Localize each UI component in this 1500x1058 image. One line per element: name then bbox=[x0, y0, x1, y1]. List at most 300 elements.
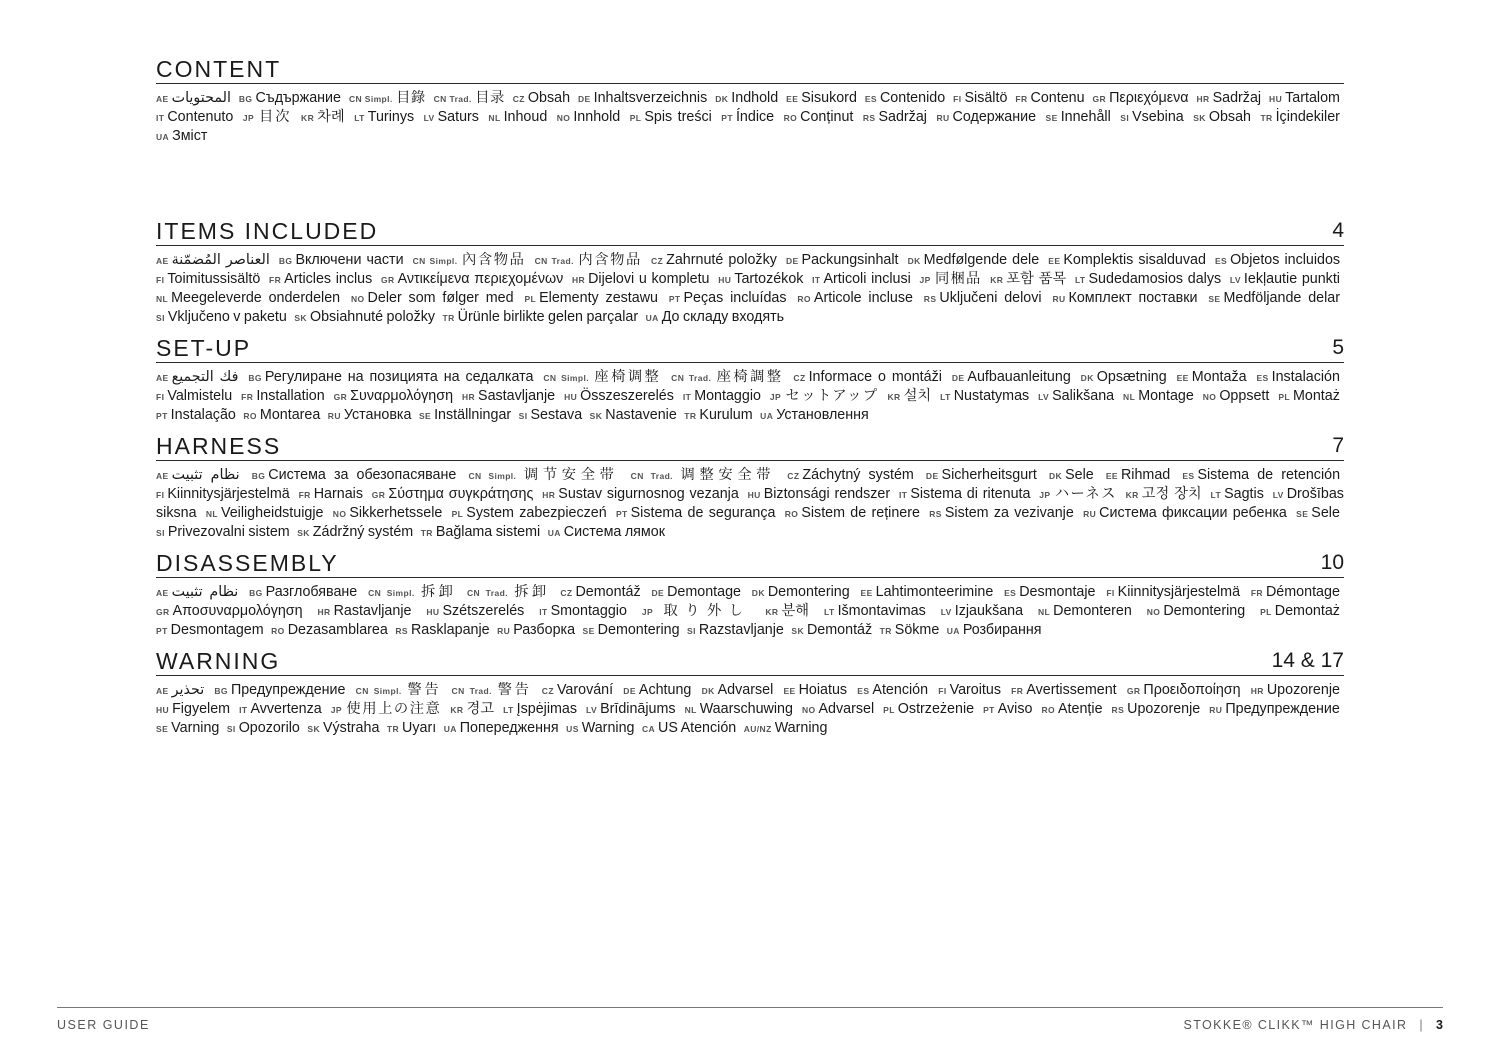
translated-title: Sele bbox=[1065, 467, 1094, 483]
language-code: HR bbox=[461, 392, 476, 402]
translation-item bbox=[669, 290, 787, 306]
language-code: PL bbox=[1278, 392, 1290, 402]
translation-item bbox=[249, 584, 357, 600]
language-code: PT bbox=[156, 626, 168, 636]
language-code: EE bbox=[786, 94, 799, 104]
translated-title: Innehåll bbox=[1060, 109, 1111, 125]
translated-title: Sustav sigurnosnog vezanja bbox=[558, 486, 739, 502]
translation-item bbox=[239, 90, 341, 106]
translation-item bbox=[1215, 252, 1340, 268]
translated-title: Установка bbox=[343, 407, 412, 423]
translated-title: Desmontagem bbox=[170, 622, 264, 638]
translated-title: Aviso bbox=[997, 701, 1033, 717]
language-code: HR bbox=[317, 607, 331, 617]
translation-item bbox=[793, 369, 942, 385]
translations-list bbox=[156, 368, 1344, 425]
translation-item bbox=[243, 407, 320, 423]
translated-title: Innhold bbox=[573, 109, 621, 125]
language-code: LV bbox=[1038, 392, 1050, 402]
language-code: RO bbox=[243, 411, 257, 421]
language-code: HU bbox=[564, 392, 578, 402]
language-code: CN Simpl. bbox=[412, 256, 458, 266]
translated-title: Összeszerelés bbox=[580, 388, 674, 404]
section-title: CONTENT bbox=[156, 56, 282, 82]
translated-title: Brīdinājums bbox=[600, 701, 676, 717]
language-code: DE bbox=[925, 471, 939, 481]
translated-title: Demontage bbox=[667, 584, 741, 600]
translation-item bbox=[156, 407, 236, 423]
translated-title: Articles inclus bbox=[284, 271, 373, 287]
section-title: SET-UP bbox=[156, 335, 252, 361]
language-code: FI bbox=[156, 275, 165, 285]
translation-item bbox=[1011, 682, 1116, 698]
translation-item bbox=[631, 467, 776, 483]
translation-item bbox=[1083, 505, 1287, 521]
translated-title: 调整安全带 bbox=[675, 467, 776, 483]
language-code: LT bbox=[1074, 275, 1086, 285]
translation-item bbox=[748, 486, 891, 502]
language-code: SK bbox=[1193, 113, 1206, 123]
translated-title: Sisältö bbox=[964, 90, 1008, 106]
translation-item bbox=[356, 682, 442, 698]
translated-title: Uyarı bbox=[402, 720, 437, 736]
language-code: NO bbox=[1202, 392, 1217, 402]
translated-title: Demonteren bbox=[1053, 603, 1132, 619]
translation-item bbox=[1147, 603, 1245, 619]
language-code: IT bbox=[812, 275, 821, 285]
language-code: JP bbox=[330, 705, 342, 715]
language-code: TR bbox=[420, 528, 433, 538]
translated-title: Rihmad bbox=[1120, 467, 1171, 483]
language-code: SE bbox=[582, 626, 595, 636]
translation-item bbox=[784, 109, 854, 125]
language-code: UA bbox=[443, 724, 457, 734]
translated-title: Bağlama sistemi bbox=[435, 524, 541, 540]
translated-title: Rastavljanje bbox=[333, 603, 412, 619]
language-code: HU bbox=[747, 490, 761, 500]
translated-title: Предупреждение bbox=[230, 682, 346, 698]
translation-item bbox=[214, 682, 345, 698]
language-code: HU bbox=[718, 275, 732, 285]
translated-title: 取り外し bbox=[656, 603, 751, 619]
language-code: PL bbox=[524, 294, 537, 304]
translation-item bbox=[1039, 486, 1116, 502]
translation-item bbox=[787, 467, 914, 483]
language-code: UA bbox=[760, 411, 774, 421]
translation-item bbox=[543, 369, 661, 385]
section-page-number: 5 bbox=[1332, 336, 1344, 359]
translated-title: Peças incluídas bbox=[683, 290, 787, 306]
language-code: LV bbox=[940, 607, 952, 617]
translation-item bbox=[578, 90, 707, 106]
language-code: RS bbox=[1111, 705, 1125, 715]
translated-title: Iekļautie punkti bbox=[1243, 271, 1340, 287]
language-code: DK bbox=[701, 686, 715, 696]
section-content bbox=[156, 56, 1344, 146]
translated-title: Turinys bbox=[367, 109, 415, 125]
language-code: RO bbox=[797, 294, 811, 304]
language-code: PL bbox=[883, 705, 895, 715]
language-code: RO bbox=[784, 509, 799, 519]
language-code: PL bbox=[629, 113, 642, 123]
language-code: RS bbox=[862, 113, 876, 123]
language-code: KR bbox=[990, 275, 1004, 285]
section-title: WARNING bbox=[156, 648, 281, 674]
translated-title: Sagtis bbox=[1224, 486, 1264, 502]
language-code: PT bbox=[721, 113, 733, 123]
translated-title: Contenuto bbox=[167, 109, 234, 125]
translated-title: Съдържание bbox=[255, 90, 341, 106]
translation-item bbox=[1038, 603, 1132, 619]
translation-item bbox=[269, 271, 372, 287]
translated-title: Sadržaj bbox=[1212, 90, 1262, 106]
translation-item bbox=[443, 309, 639, 325]
language-code: BG bbox=[278, 256, 293, 266]
language-code: BG bbox=[248, 373, 262, 383]
translation-item bbox=[450, 701, 494, 717]
language-code: RO bbox=[1041, 705, 1056, 715]
translated-title: نظام تثبيت bbox=[171, 467, 240, 483]
translated-title: Demontáž bbox=[575, 584, 641, 600]
translation-item bbox=[333, 505, 443, 521]
language-code: HR bbox=[542, 490, 556, 500]
translation-item bbox=[802, 701, 874, 717]
translation-item bbox=[702, 682, 774, 698]
language-code: IT bbox=[539, 607, 548, 617]
translated-title: Sistema di ritenuta bbox=[910, 486, 1031, 502]
language-code: UA bbox=[645, 313, 659, 323]
translation-item bbox=[354, 109, 414, 125]
translation-item bbox=[1120, 109, 1184, 125]
translated-title: Contenido bbox=[879, 90, 946, 106]
translation-item bbox=[542, 486, 739, 502]
translated-title: US Atención bbox=[658, 720, 737, 736]
translated-title: Зміст bbox=[172, 128, 208, 144]
language-code: GR bbox=[156, 607, 170, 617]
footer-page-number: 3 bbox=[1436, 1018, 1443, 1032]
translation-item bbox=[318, 603, 412, 619]
language-code: CZ bbox=[512, 94, 525, 104]
translation-item bbox=[791, 622, 872, 638]
translation-item bbox=[206, 505, 324, 521]
translated-title: Izjaukšana bbox=[954, 603, 1024, 619]
translation-item bbox=[642, 603, 751, 619]
language-code: AU/NZ bbox=[743, 724, 772, 734]
translated-title: 使用上の注意 bbox=[344, 701, 442, 717]
section-page-number: 7 bbox=[1332, 434, 1344, 457]
translated-title: Obsah bbox=[1208, 109, 1251, 125]
translated-title: Toimitussisältö bbox=[167, 271, 261, 287]
language-code: CN Trad. bbox=[630, 471, 673, 481]
translation-item bbox=[863, 109, 927, 125]
language-code: SE bbox=[418, 411, 432, 421]
section-header bbox=[156, 335, 1344, 363]
translated-title: Veiligheidstuigje bbox=[220, 505, 324, 521]
translated-title: Drošības siksna bbox=[156, 486, 1344, 521]
translation-item bbox=[239, 701, 322, 717]
translated-title: Demontering bbox=[597, 622, 680, 638]
translation-item bbox=[434, 90, 505, 106]
language-code: HR bbox=[1250, 686, 1264, 696]
translated-title: 포함 품목 bbox=[1006, 271, 1067, 287]
language-code: CZ bbox=[560, 588, 573, 598]
translated-title: Регулиране на позицията на седалката bbox=[264, 369, 534, 385]
translation-item bbox=[671, 369, 783, 385]
translations-list bbox=[156, 583, 1344, 640]
language-code: DK bbox=[1080, 373, 1094, 383]
translation-item bbox=[941, 603, 1023, 619]
translation-item bbox=[765, 603, 809, 619]
translated-title: Démontage bbox=[1265, 584, 1340, 600]
translated-title: Inställningar bbox=[434, 407, 512, 423]
translation-item bbox=[387, 720, 436, 736]
translated-title: تحذير bbox=[171, 682, 205, 698]
translation-item bbox=[413, 252, 526, 268]
language-code: KR bbox=[765, 607, 779, 617]
language-code: ES bbox=[1182, 471, 1195, 481]
translated-title: Harnais bbox=[313, 486, 363, 502]
language-code: JP bbox=[641, 607, 654, 617]
translated-title: 座椅調整 bbox=[714, 369, 784, 385]
translation-item bbox=[1048, 252, 1206, 268]
language-code: TR bbox=[879, 626, 892, 636]
language-code: LV bbox=[1229, 275, 1241, 285]
translated-title: Demontáž bbox=[806, 622, 873, 638]
translation-item bbox=[1197, 90, 1262, 106]
language-code: TR bbox=[386, 724, 400, 734]
translation-item bbox=[783, 682, 847, 698]
translated-title: 拆卸 bbox=[510, 584, 550, 600]
translated-title: Montaža bbox=[1191, 369, 1247, 385]
translation-item bbox=[938, 682, 1001, 698]
translation-item bbox=[1041, 701, 1102, 717]
translated-title: Предупреждение bbox=[1225, 701, 1340, 717]
translation-item bbox=[1260, 603, 1340, 619]
translated-title: Contenu bbox=[1030, 90, 1085, 106]
translation-item bbox=[468, 467, 618, 483]
translation-item bbox=[301, 109, 345, 125]
translation-item bbox=[1256, 369, 1340, 385]
language-code: NO bbox=[1146, 607, 1161, 617]
translation-item bbox=[156, 369, 238, 385]
translated-title: Obsah bbox=[527, 90, 571, 106]
translated-title: Sistema de segurança bbox=[630, 505, 776, 521]
translation-item bbox=[684, 407, 752, 423]
language-code: US bbox=[566, 724, 579, 734]
translated-title: Deler som følger med bbox=[367, 290, 514, 306]
translation-item bbox=[1126, 486, 1202, 502]
language-code: LV bbox=[1272, 490, 1284, 500]
translated-title: 차례 bbox=[317, 109, 345, 125]
translation-item bbox=[1278, 388, 1340, 404]
section-disassembly bbox=[156, 550, 1344, 640]
translation-item bbox=[156, 584, 238, 600]
translation-item bbox=[1123, 388, 1194, 404]
translated-title: Avvertenza bbox=[250, 701, 322, 717]
translated-title: 座椅调整 bbox=[592, 369, 662, 385]
language-code: TR bbox=[442, 313, 455, 323]
translated-title: Installation bbox=[256, 388, 325, 404]
translation-item bbox=[328, 407, 412, 423]
translated-title: Nastavenie bbox=[605, 407, 677, 423]
translated-title: Включени части bbox=[295, 252, 404, 268]
translation-item bbox=[395, 622, 489, 638]
language-code: BG bbox=[249, 588, 263, 598]
translated-title: 警告 bbox=[494, 682, 532, 698]
translated-title: Atención bbox=[872, 682, 929, 698]
language-code: AE bbox=[156, 471, 169, 481]
language-code: FI bbox=[953, 94, 962, 104]
language-code: NO bbox=[350, 294, 365, 304]
language-code: IT bbox=[239, 705, 248, 715]
translated-title: Avertissement bbox=[1026, 682, 1117, 698]
translated-title: Upozorenje bbox=[1127, 701, 1201, 717]
language-code: BG bbox=[214, 686, 228, 696]
language-code: SK bbox=[294, 313, 307, 323]
translation-item bbox=[1296, 505, 1340, 521]
translated-title: Medfølgende dele bbox=[923, 252, 1040, 268]
translated-title: Система за обезопасяване bbox=[268, 467, 457, 483]
section-set-up bbox=[156, 335, 1344, 425]
translation-item bbox=[227, 720, 300, 736]
translation-item bbox=[421, 524, 541, 540]
language-code: DE bbox=[651, 588, 665, 598]
translated-title: Dijelovi u kompletu bbox=[588, 271, 710, 287]
language-code: CN Trad. bbox=[671, 373, 712, 383]
translation-item bbox=[156, 467, 240, 483]
translation-item bbox=[271, 622, 388, 638]
language-code: IT bbox=[898, 490, 908, 500]
language-code: TR bbox=[684, 411, 697, 421]
translation-item bbox=[524, 290, 658, 306]
language-code: CA bbox=[641, 724, 656, 734]
translated-title: Indhold bbox=[731, 90, 779, 106]
section-title: DISASSEMBLY bbox=[156, 550, 339, 576]
translated-title: Sistem za vezivanje bbox=[944, 505, 1074, 521]
translated-title: Montarea bbox=[259, 407, 321, 423]
translated-title: Hoiatus bbox=[798, 682, 848, 698]
translated-title: セットアップ bbox=[784, 388, 879, 404]
translated-title: Комплект поставки bbox=[1068, 290, 1198, 306]
translated-title: Packungsinhalt bbox=[801, 252, 899, 268]
language-code: GR bbox=[371, 490, 386, 500]
language-code: HU bbox=[156, 705, 170, 715]
translated-title: Vsebina bbox=[1132, 109, 1184, 125]
language-code: SK bbox=[589, 411, 603, 421]
translated-title: 고정 장치 bbox=[1141, 486, 1202, 502]
translated-title: 설치 bbox=[903, 388, 932, 404]
language-code: NO bbox=[332, 509, 347, 519]
translated-title: Περιεχόμενα bbox=[1109, 90, 1189, 106]
translations-list bbox=[156, 466, 1344, 542]
section-title: HARNESS bbox=[156, 433, 282, 459]
translation-item bbox=[683, 388, 761, 404]
language-code: BG bbox=[238, 94, 253, 104]
language-code: AE bbox=[156, 94, 169, 104]
translation-item bbox=[1075, 271, 1221, 287]
translation-item bbox=[349, 90, 426, 106]
translation-item bbox=[1251, 682, 1340, 698]
language-code: CN Trad. bbox=[433, 94, 472, 104]
translation-item bbox=[899, 486, 1030, 502]
language-code: LV bbox=[586, 705, 598, 715]
translated-title: Sökme bbox=[894, 622, 940, 638]
language-code: FR bbox=[1015, 94, 1028, 104]
translation-item bbox=[1269, 90, 1340, 106]
translation-item bbox=[444, 720, 559, 736]
language-code: PL bbox=[1260, 607, 1272, 617]
translated-title: Ostrzeżenie bbox=[897, 701, 975, 717]
translated-title: Σύστημα συγκράτησης bbox=[388, 486, 534, 502]
translation-item bbox=[1193, 109, 1251, 125]
section-header bbox=[156, 550, 1344, 578]
language-code: TR bbox=[1260, 113, 1273, 123]
translated-title: Система лямок bbox=[563, 524, 665, 540]
section-harness bbox=[156, 433, 1344, 542]
translated-title: Αποσυναρμολόγηση bbox=[172, 603, 303, 619]
translation-item bbox=[156, 290, 340, 306]
footer-separator: | bbox=[1419, 1018, 1425, 1032]
language-code: PT bbox=[615, 509, 628, 519]
translation-item bbox=[156, 701, 230, 717]
translation-item bbox=[241, 388, 325, 404]
language-code: ES bbox=[1214, 256, 1228, 266]
translation-item bbox=[156, 682, 204, 698]
translation-item bbox=[381, 271, 563, 287]
section-items-included bbox=[156, 218, 1344, 327]
translation-item bbox=[929, 505, 1074, 521]
language-code: CN Simpl. bbox=[468, 471, 517, 481]
translation-item bbox=[156, 524, 290, 540]
translated-title: Sestava bbox=[530, 407, 583, 423]
language-code: FR bbox=[1011, 686, 1024, 696]
language-code: ES bbox=[1004, 588, 1017, 598]
language-code: EE bbox=[783, 686, 796, 696]
translated-title: Vključeno v paketu bbox=[167, 309, 287, 325]
translated-title: Komplektis sisalduvad bbox=[1063, 252, 1206, 268]
language-code: LT bbox=[503, 705, 514, 715]
language-code: RU bbox=[1209, 705, 1223, 715]
footer-document-type: USER GUIDE bbox=[57, 1018, 150, 1032]
translations-list bbox=[156, 251, 1344, 327]
language-code: KR bbox=[1125, 490, 1139, 500]
footer-product-name: STOKKE® CLIKK™ HIGH CHAIR bbox=[1183, 1018, 1408, 1032]
language-code: CN Simpl. bbox=[348, 94, 393, 104]
translated-title: 분해 bbox=[781, 603, 810, 619]
translations-list bbox=[156, 681, 1344, 738]
translation-item bbox=[1038, 388, 1114, 404]
translated-title: До складу входять bbox=[661, 309, 785, 325]
translated-title: Zahrnuté položky bbox=[666, 252, 777, 268]
translation-item bbox=[307, 720, 379, 736]
section-warning bbox=[156, 648, 1344, 738]
language-code: CN Trad. bbox=[534, 256, 574, 266]
translation-item bbox=[294, 309, 435, 325]
translated-title: Uključeni delovi bbox=[939, 290, 1042, 306]
language-code: PL bbox=[451, 509, 464, 519]
translated-title: Ürünle birlikte gelen parçalar bbox=[457, 309, 639, 325]
translated-title: المحتويات bbox=[171, 90, 231, 106]
translated-title: Nustatymas bbox=[953, 388, 1030, 404]
section-header bbox=[156, 218, 1344, 246]
language-code: SK bbox=[791, 626, 804, 636]
translation-item bbox=[566, 720, 634, 736]
translation-item bbox=[156, 90, 231, 106]
translated-title: Lahtimonteerimine bbox=[875, 584, 994, 600]
language-code: FI bbox=[156, 490, 165, 500]
translation-item bbox=[334, 388, 453, 404]
translated-title: Sisukord bbox=[801, 90, 857, 106]
